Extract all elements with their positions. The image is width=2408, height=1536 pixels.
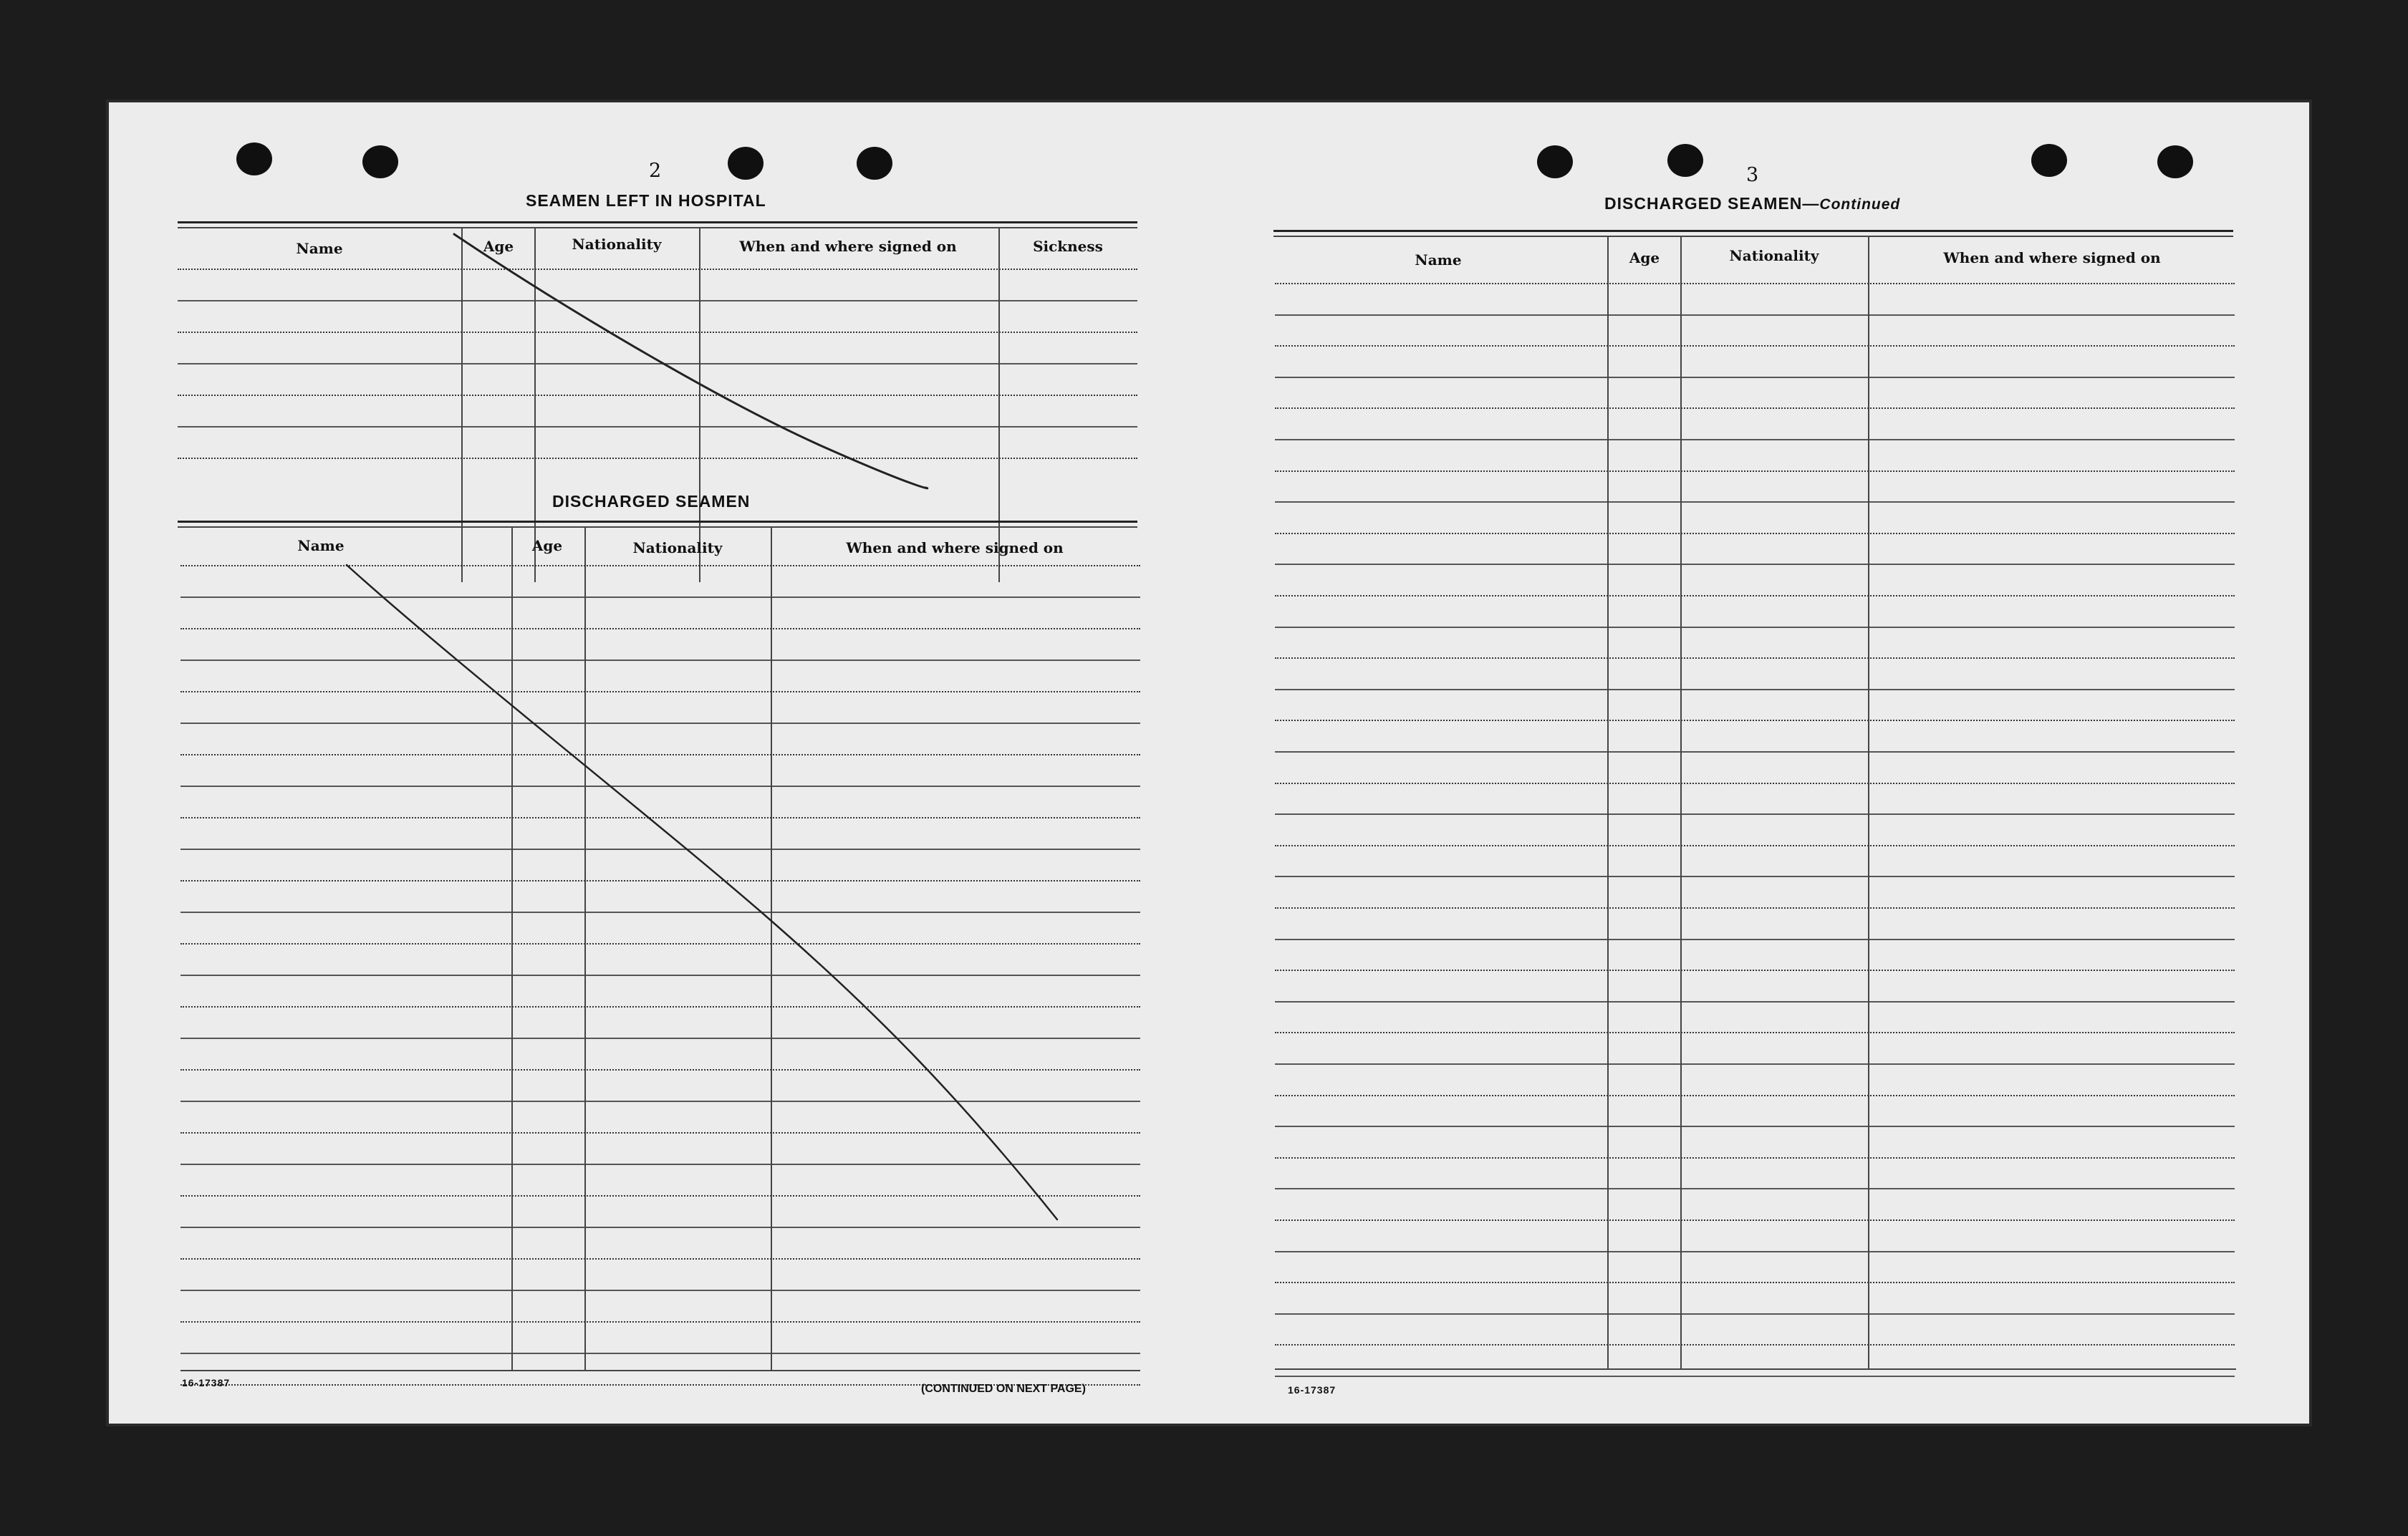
ruled-row-line xyxy=(1275,627,2235,628)
ruled-row-line xyxy=(180,1321,1140,1323)
form-number-left: 16-17387 xyxy=(182,1377,231,1388)
ruled-row-line xyxy=(1275,377,2235,378)
ruled-row-line xyxy=(1275,783,2235,784)
punch-hole xyxy=(362,145,398,178)
right-col-signed-on: When and where signed on xyxy=(1943,249,2161,266)
hospital-col-sickness: Sickness xyxy=(1033,238,1103,255)
ruled-row-line xyxy=(1275,907,2235,909)
ruled-row-line xyxy=(180,849,1140,850)
ruled-row-line xyxy=(180,817,1140,818)
ruled-row-line xyxy=(180,565,1140,566)
punch-hole xyxy=(2031,144,2067,177)
ruled-row-line xyxy=(180,1132,1140,1134)
hospital-cancel-stroke xyxy=(454,234,928,488)
ruled-row-line xyxy=(1275,501,2235,503)
ruled-row-line xyxy=(180,628,1140,629)
ruled-row-line xyxy=(1275,439,2235,440)
page-number-right: 3 xyxy=(1746,164,1759,186)
ruled-row-line xyxy=(180,1258,1140,1260)
discharged-col-nationality: Nationality xyxy=(632,539,723,556)
ruled-row-line xyxy=(1275,470,2235,472)
ruled-row-line xyxy=(1275,845,2235,846)
hospital-col-signed-on: When and where signed on xyxy=(739,238,957,255)
ruled-row-line xyxy=(180,723,1140,724)
ruled-row-line xyxy=(1275,657,2235,659)
ruled-row-line xyxy=(1275,1126,2235,1127)
punch-hole xyxy=(1667,144,1703,177)
ruled-row-line xyxy=(178,395,1137,396)
continued-note: (CONTINUED ON NEXT PAGE) xyxy=(921,1383,1086,1395)
ruled-row-line xyxy=(1275,564,2235,565)
ruled-row-line xyxy=(180,880,1140,881)
ruled-row-line xyxy=(1275,1344,2235,1346)
discharged-top-rule xyxy=(178,521,1137,523)
ruled-row-line xyxy=(1275,314,2235,316)
right-top-rule xyxy=(1273,230,2233,232)
ruled-row-line xyxy=(180,660,1140,661)
ruled-row-line xyxy=(180,1353,1140,1354)
ruled-row-line xyxy=(1275,1063,2235,1065)
ruled-row-line xyxy=(1275,1157,2235,1159)
ruled-row-line xyxy=(178,426,1137,428)
right-col-age: Age xyxy=(1629,249,1660,266)
hospital-col-nationality: Nationality xyxy=(572,236,662,253)
ruled-row-line xyxy=(180,1101,1140,1102)
ruled-row-line xyxy=(1275,1219,2235,1221)
punch-hole xyxy=(728,147,764,180)
ruled-row-line xyxy=(1275,970,2235,971)
ruled-row-line xyxy=(180,691,1140,692)
ruled-row-line xyxy=(1275,1282,2235,1283)
ruled-row-line xyxy=(1275,1032,2235,1033)
ruled-row-line xyxy=(180,754,1140,755)
ruled-row-line xyxy=(180,786,1140,787)
ruled-row-line xyxy=(1275,533,2235,534)
ruled-row-line xyxy=(178,269,1137,270)
hospital-col-age: Age xyxy=(483,238,514,255)
ruled-row-line xyxy=(1275,751,2235,753)
ruled-row-line xyxy=(1275,1251,2235,1252)
ruled-row-line xyxy=(180,1038,1140,1039)
ruled-row-line xyxy=(1275,1095,2235,1096)
ruled-row-line xyxy=(180,943,1140,945)
discharged-col-age: Age xyxy=(531,537,563,554)
ruled-row-line xyxy=(178,458,1137,459)
ruled-row-line xyxy=(1275,939,2235,940)
discharged-col-signed-on: When and where signed on xyxy=(846,539,1064,556)
discharged-section-title: DISCHARGED SEAMEN xyxy=(552,492,751,511)
punch-hole xyxy=(2157,145,2193,178)
ruled-row-line xyxy=(1275,1001,2235,1003)
ruled-row-line xyxy=(180,1006,1140,1008)
ruled-row-line xyxy=(1275,595,2235,596)
ruled-row-line xyxy=(1275,689,2235,690)
ruled-row-line xyxy=(180,912,1140,913)
discharged-continued-title: DISCHARGED SEAMEN—Continued xyxy=(1604,194,1901,213)
ruled-row-line xyxy=(1275,345,2235,347)
ruled-row-line xyxy=(180,596,1140,598)
punch-hole xyxy=(857,147,892,180)
ruled-row-line xyxy=(180,975,1140,976)
ruled-row-line xyxy=(178,363,1137,364)
ruled-row-line xyxy=(1275,1188,2235,1189)
punch-hole xyxy=(1537,145,1573,178)
ruled-row-line xyxy=(180,1290,1140,1291)
ruled-row-line xyxy=(180,1069,1140,1071)
ruled-row-line xyxy=(1275,1313,2235,1315)
ruled-row-line xyxy=(1275,407,2235,409)
hospital-col-name: Name xyxy=(296,240,343,257)
ruled-row-line xyxy=(1275,1376,2235,1377)
ruled-row-line xyxy=(1275,813,2235,815)
form-number-right: 16-17387 xyxy=(1288,1384,1337,1396)
ruled-row-line xyxy=(178,332,1137,333)
ruled-row-line xyxy=(180,1227,1140,1228)
ruled-row-line xyxy=(1275,876,2235,877)
ruled-row-line xyxy=(180,1164,1140,1165)
discharged-col-name: Name xyxy=(297,537,345,554)
form-sheet xyxy=(109,102,2309,1424)
punch-hole xyxy=(236,143,272,175)
right-col-nationality: Nationality xyxy=(1729,247,1819,264)
right-col-name: Name xyxy=(1415,251,1462,269)
ruled-row-line xyxy=(178,300,1137,301)
ruled-row-line xyxy=(180,1195,1140,1197)
discharged-cancel-stroke xyxy=(347,565,1057,1219)
ruled-row-line xyxy=(1275,720,2235,721)
page-number-left: 2 xyxy=(649,160,662,182)
hospital-top-rule xyxy=(178,221,1137,223)
hospital-section-title: SEAMEN LEFT IN HOSPITAL xyxy=(526,191,766,210)
ruled-row-line xyxy=(1275,283,2235,284)
